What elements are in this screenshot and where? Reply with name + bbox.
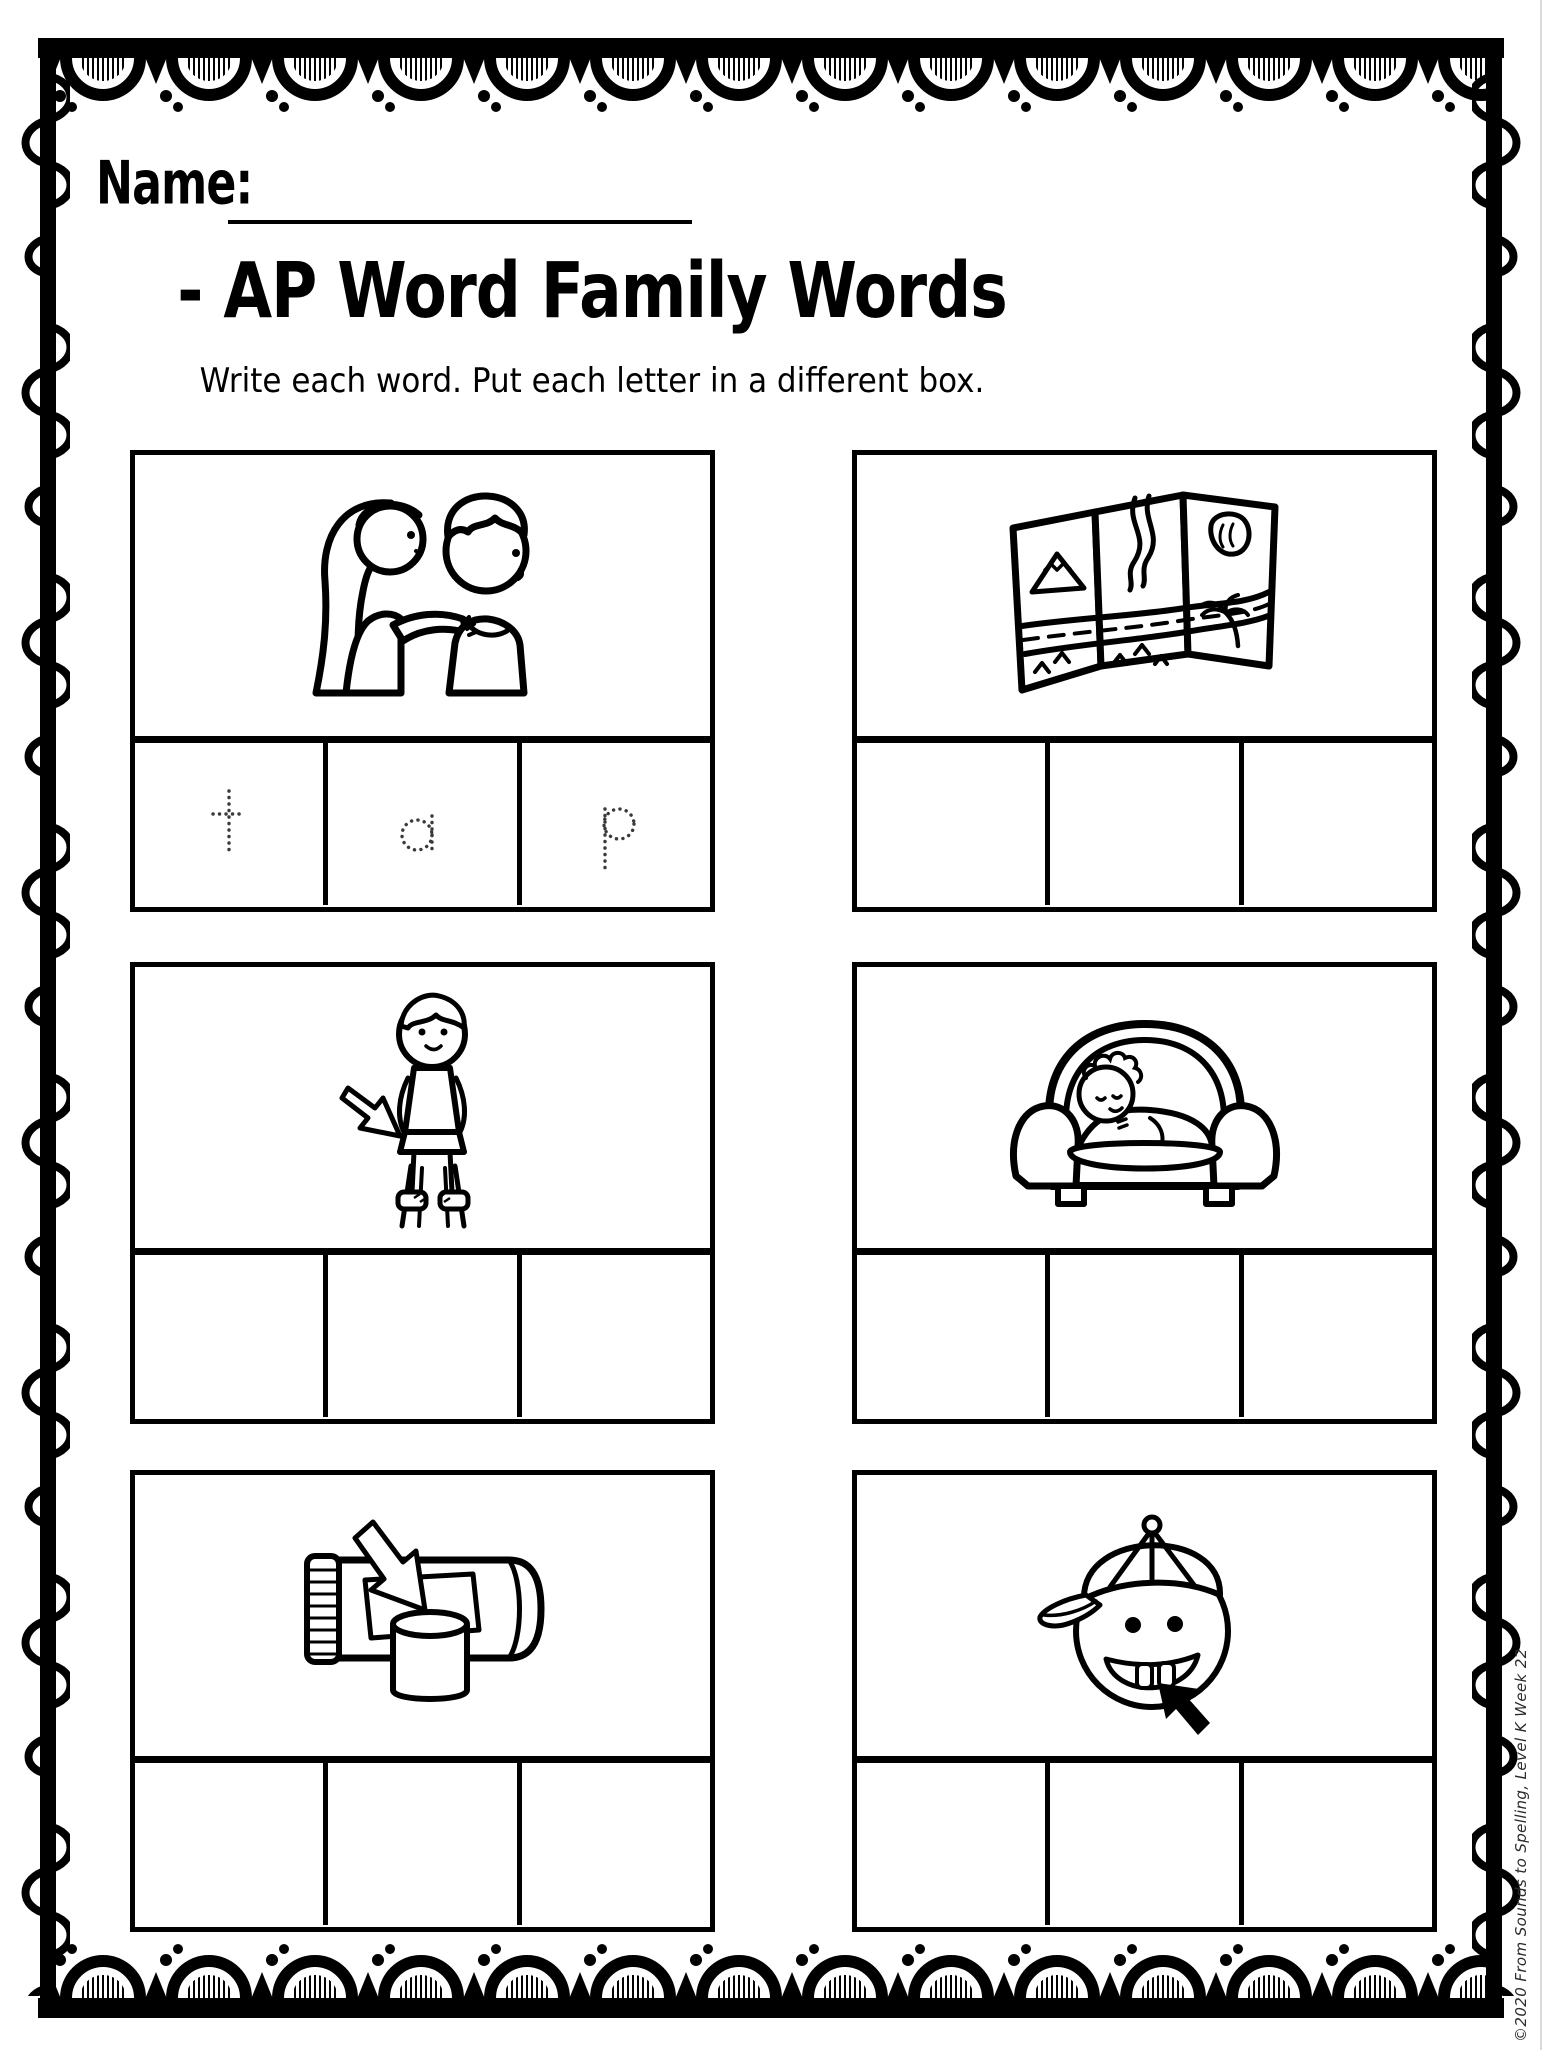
tap-shoulder-icon xyxy=(135,455,710,743)
word-card-2 xyxy=(852,450,1437,912)
letter-box[interactable] xyxy=(522,1763,710,1925)
letter-box[interactable] xyxy=(1050,743,1243,905)
letter-box[interactable] xyxy=(1244,1763,1432,1925)
letter-box[interactable] xyxy=(1244,743,1432,905)
letter-box[interactable] xyxy=(522,1255,710,1417)
glue-cap-icon xyxy=(135,1475,710,1763)
word-card-6 xyxy=(852,1470,1437,1932)
name-write-line[interactable] xyxy=(228,212,692,224)
letter-box[interactable] xyxy=(857,743,1050,905)
sit-lap-icon xyxy=(135,967,710,1255)
letter-box[interactable] xyxy=(1244,1255,1432,1417)
folded-map-icon xyxy=(857,455,1432,743)
nap-armchair-icon xyxy=(857,967,1432,1255)
letter-box[interactable] xyxy=(328,743,521,905)
name-label: Name: xyxy=(96,150,253,219)
letter-box[interactable] xyxy=(135,1763,328,1925)
letter-box[interactable] xyxy=(857,1763,1050,1925)
letter-box[interactable] xyxy=(328,1255,521,1417)
word-card-3 xyxy=(130,962,715,1424)
copyright-credit: ©2020 From Sounds to Spelling, Level K Week 22 xyxy=(1512,1648,1530,2042)
word-card-1 xyxy=(130,450,715,912)
word-card-5 xyxy=(130,1470,715,1932)
letter-box[interactable] xyxy=(135,743,328,905)
letter-box[interactable] xyxy=(522,743,710,905)
word-card-4 xyxy=(852,962,1437,1424)
tooth-gap-icon xyxy=(857,1475,1432,1763)
letter-box[interactable] xyxy=(328,1763,521,1925)
letter-box[interactable] xyxy=(135,1255,328,1417)
letter-box[interactable] xyxy=(857,1255,1050,1417)
letter-box[interactable] xyxy=(1050,1763,1243,1925)
page-instructions: Write each word. Put each letter in a different box. xyxy=(199,362,985,401)
page-title: - AP Word Family Words xyxy=(177,246,1007,336)
letter-box[interactable] xyxy=(1050,1255,1243,1417)
